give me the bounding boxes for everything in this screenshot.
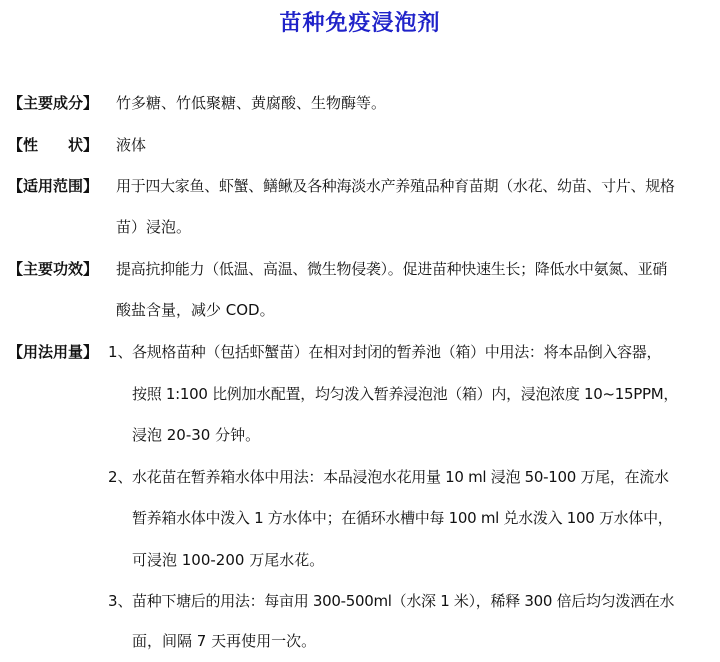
usage-label: 【用法用量】 [8, 343, 99, 361]
ingredients-label: 【主要成分】 [8, 94, 99, 112]
usage-item-line: 苗种下塘后的用法：每亩用 300-500ml（水深 1 米），稀释 300 倍后均匀泼洒在水 [132, 592, 675, 610]
document-title: 苗种免疫浸泡剂 [279, 11, 441, 36]
scope-text-line-2: 苗）浸泡。 [116, 218, 192, 236]
usage-item-line: 面，间隔 7 天再使用一次。 [132, 632, 317, 650]
usage-item-line: 各规格苗种（包括虾蟹苗）在相对封闭的暂养池（箱）中用法：将本品倒入容器， [132, 343, 662, 361]
usage-item-line: 按照 1:100 比例加水配置，均匀泼入暂养浸泡池（箱）内，浸泡浓度 10~15PPM， [132, 385, 679, 403]
usage-item-line: 水花苗在暂养箱水体中用法：本品浸泡水花用量 10 ml 浸泡 50-100 万尾，在流水 [132, 468, 669, 486]
usage-item-number: 3、 [108, 592, 133, 610]
usage-item-line: 浸泡 20-30 分钟。 [132, 426, 261, 444]
usage-item-line: 可浸泡 100-200 万尾水花。 [132, 551, 325, 569]
usage-item-number: 2、 [108, 468, 133, 486]
ingredients-text: 竹多糖、竹低聚糖、黄腐酸、生物酶等。 [116, 94, 387, 112]
properties-text: 液体 [116, 136, 147, 154]
scope-label: 【适用范围】 [8, 177, 99, 195]
effects-label: 【主要功效】 [8, 260, 99, 278]
usage-item-line: 暂养箱水体中泼入 1 方水体中；在循环水槽中每 100 ml 兑水泼入 100 万水体中， [132, 509, 673, 527]
properties-label: 【性 状】 [8, 136, 99, 154]
scope-text-line-1: 用于四大家鱼、虾蟹、鳝鳅及各种海淡水产养殖品种育苗期（水花、幼苗、寸片、规格 [116, 177, 675, 195]
effects-text-line-2: 酸盐含量，减少 COD。 [116, 301, 275, 319]
effects-text-line-1: 提高抗抑能力（低温、高温、微生物侵袭）。促进苗种快速生长；降低水中氨氮、亚硝 [116, 260, 668, 278]
usage-item-number: 1、 [108, 343, 133, 361]
